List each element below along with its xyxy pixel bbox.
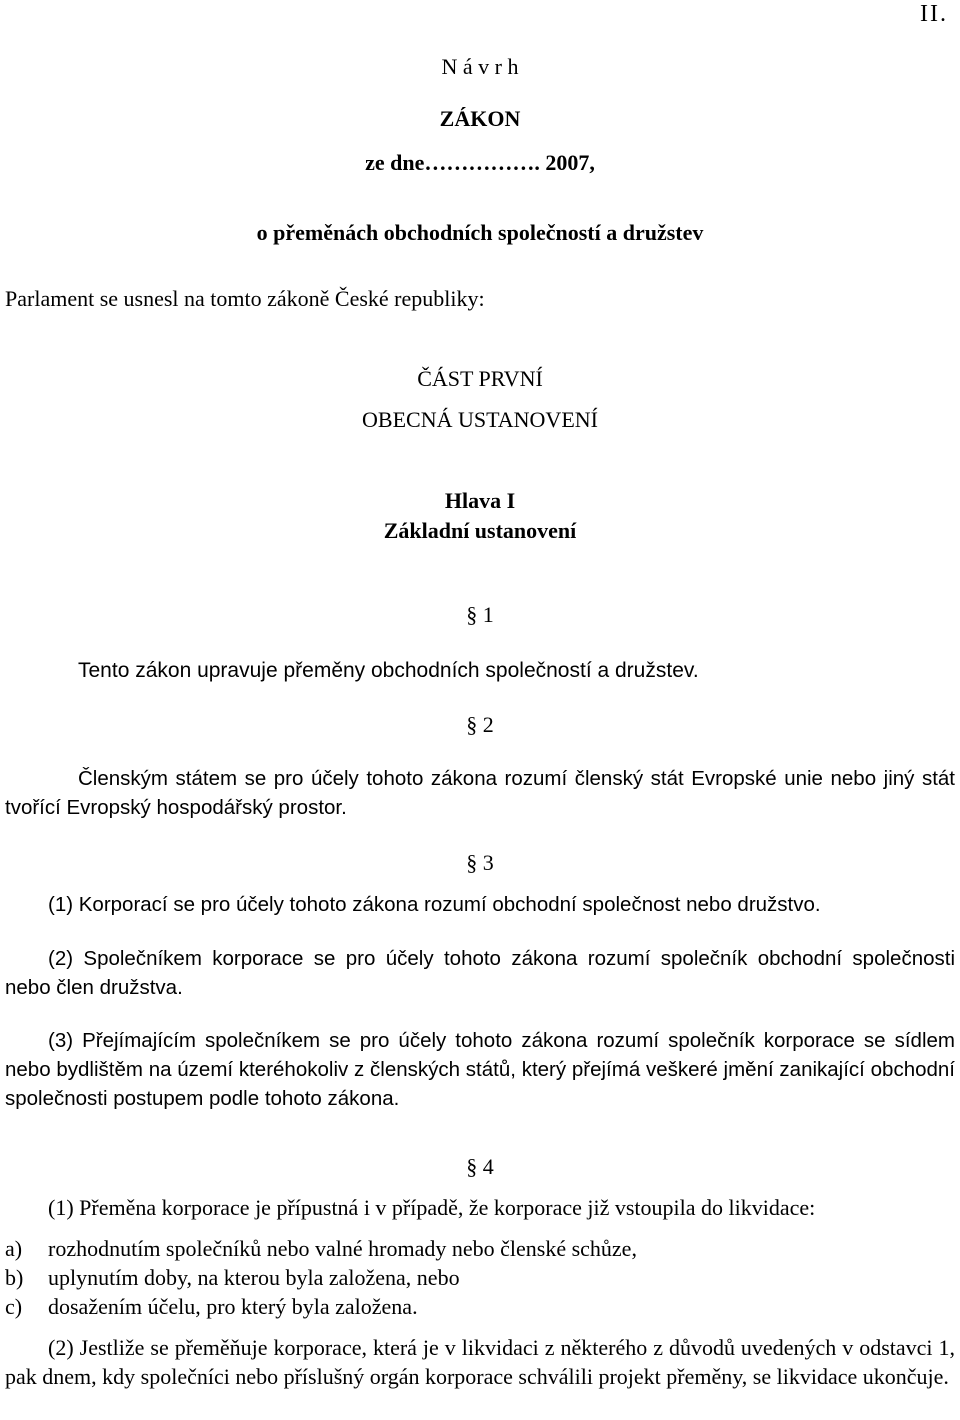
section-1-text: Tento zákon upravuje přeměny obchodních společností a družstev. bbox=[78, 659, 699, 682]
part-name: OBECNÁ USTANOVENÍ bbox=[362, 407, 598, 432]
section-4-mark: § 4 bbox=[466, 1154, 494, 1179]
head-title: Hlava I bbox=[444, 488, 516, 513]
part-title: ČÁST PRVNÍ bbox=[417, 366, 543, 391]
list-item-text: rozhodnutím společníků nebo valné hromady nebo členské schůze, bbox=[48, 1236, 637, 1261]
draft-label: N á v r h bbox=[441, 54, 519, 79]
section-1-mark: § 1 bbox=[466, 602, 494, 627]
section-2-text: Členským státem se pro účely tohoto zákona rozumí členský stát Evropské unie nebo jiný stát tvořící Evropský hospodářský prostor. bbox=[5, 767, 955, 819]
section-4-paragraph-1: (1) Přeměna korporace je přípustná i v případě, že korporace již vstoupila do likvidace: bbox=[48, 1195, 816, 1220]
law-title: ZÁKON bbox=[439, 106, 521, 131]
preamble: Parlament se usnesl na tomto zákoně České republiky: bbox=[5, 286, 485, 311]
section-3-mark: § 3 bbox=[466, 850, 494, 875]
law-date-line: ze dne……………. 2007, bbox=[365, 150, 595, 175]
list-item-label: a) bbox=[5, 1236, 23, 1261]
list-item-label: c) bbox=[5, 1294, 23, 1319]
list-item-text: uplynutím doby, na kterou byla založena, nebo bbox=[48, 1265, 460, 1290]
section-4-paragraph-2: (2) Jestliže se přeměňuje korporace, která je v likvidaci z některého z důvodů uvedených v odstavci 1, pak dnem, kdy společníci nebo příslušný orgán korporace schválili projekt přeměny, se likvidace ukončuje. bbox=[5, 1335, 955, 1389]
section-2-mark: § 2 bbox=[466, 712, 494, 737]
section-3-paragraph-3: (3) Přejímajícím společníkem se pro účely tohoto zákona rozumí společník korporace se sídlem nebo bydlištěm na území kteréhokoliv z členských států, který přejímá veškeré jmění zanikající obchodní společnosti postupem podle tohoto zákona. bbox=[5, 1029, 955, 1110]
head-name: Základní ustanovení bbox=[383, 518, 577, 543]
law-subject: o přeměnách obchodních společností a družstev bbox=[256, 220, 704, 245]
list-item-text: dosažením účelu, pro který byla založena. bbox=[48, 1294, 418, 1319]
list-item-label: b) bbox=[5, 1265, 24, 1290]
section-3-paragraph-2: (2) Společníkem korporace se pro účely tohoto zákona rozumí společník obchodní společnosti nebo člen družstva. bbox=[5, 947, 955, 999]
section-3-paragraph-1: (1) Korporací se pro účely tohoto zákona rozumí obchodní společnost nebo družstvo. bbox=[48, 893, 821, 916]
document-number-marker: II. bbox=[920, 1, 948, 27]
